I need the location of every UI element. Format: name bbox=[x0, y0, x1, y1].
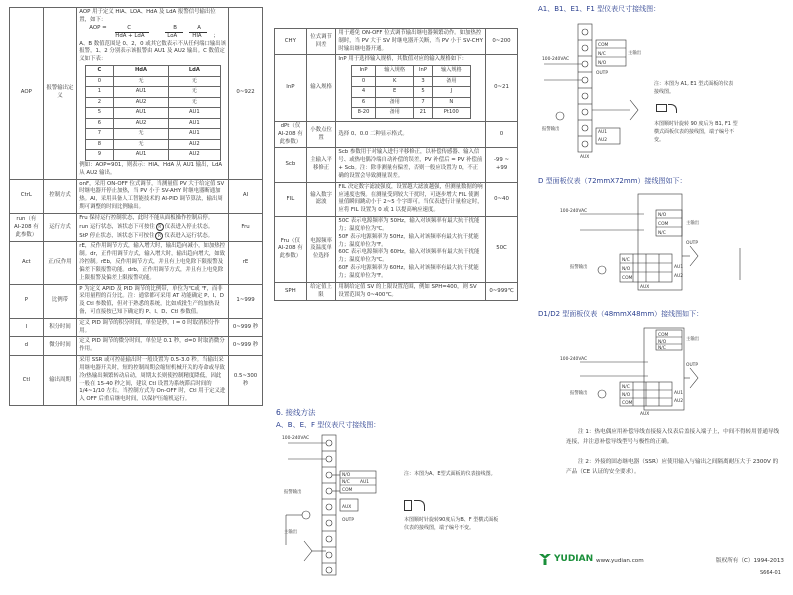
aef-note-1: 注：本图为A、E型式面板的仪表接线图。 bbox=[404, 471, 496, 477]
table-row bbox=[85, 139, 220, 150]
col-header: 输入规格 bbox=[376, 66, 414, 77]
param-range: -99 ~ +99 bbox=[486, 148, 518, 182]
param-range: 0 bbox=[486, 121, 518, 147]
fru-line: 50F 表示电源频率为 50Hz，输入对该频率有最大抗干扰能力；温度单位为℉。 bbox=[338, 233, 479, 248]
c-value-table bbox=[85, 65, 221, 161]
param-name: 运行方式 bbox=[43, 213, 77, 241]
col-header: C bbox=[85, 66, 113, 77]
cell: 6 bbox=[85, 118, 113, 129]
main-out-label: 主输出 bbox=[686, 221, 700, 226]
cell: AU1 bbox=[114, 150, 169, 161]
run-desc-fru: Fru 保持运行控制状态，此时不能从面板操作控制启停。 bbox=[79, 214, 214, 221]
outp-label: OUTP bbox=[342, 518, 354, 523]
aop-mid: A、B 数值范围是 0、2，0 或其它数表示不从任何端口输出该报警，1、2 分别表示该报警由 AU1 及 AU2 输出。C 数值定义如下表： bbox=[79, 40, 227, 63]
param-range: Fru bbox=[229, 213, 263, 241]
formula-l3: HIA bbox=[192, 32, 202, 39]
au1-label: AU1 bbox=[674, 391, 684, 396]
param-code: AOP bbox=[10, 8, 44, 180]
run-desc-run-tail: 仪表进入停止状态。 bbox=[164, 223, 214, 230]
aop-intro: AOP 用于定义 HIA、LOA、HdA 及 LdA 报警信号输出位置，如下： bbox=[79, 9, 216, 23]
formula-tail: ； bbox=[213, 32, 219, 39]
cell: 2 bbox=[85, 97, 113, 108]
panel-sketch-icon bbox=[404, 500, 412, 511]
table-row bbox=[10, 179, 263, 213]
cell: 无 bbox=[114, 139, 169, 150]
param-range: 0~21 bbox=[486, 55, 518, 121]
table-row bbox=[275, 55, 518, 121]
param-table-middle bbox=[274, 28, 518, 301]
param-code: FIL bbox=[275, 182, 307, 216]
param-desc: 定义 PID 调节的微分时间，单位是 0.1 秒，d=0 时取消微分作用。 bbox=[77, 337, 229, 356]
table-row bbox=[351, 108, 470, 119]
main-out-label: 主输出 bbox=[686, 337, 700, 342]
table-row bbox=[85, 129, 220, 140]
param-code: Scb bbox=[275, 148, 307, 182]
cell: 1 bbox=[85, 87, 113, 98]
cell: 备用 bbox=[432, 76, 470, 87]
param-desc: 用制给定值 SV 的上限设置范围，例如 SPH=400，则 SV 设置范围为 0~400℃。 bbox=[336, 282, 486, 301]
param-desc bbox=[336, 55, 486, 121]
no-label: N/O bbox=[658, 340, 667, 345]
inp-intro: InP 用于选择输入规格，其数值对应的输入规格如下： bbox=[338, 56, 467, 63]
param-desc: FIL 决定数字滤波强度，设置越大滤波越强，但测量数据的响应速度也慢。在测量受到较大干扰时，可逐步增大 FIL 使测量值瞬间跳动小于 2~5 个字即可。当仪表进行计量检定时，应将 FIL 设置为 0 或 1 以提高响应速度。 bbox=[336, 182, 486, 216]
no-label: N/O bbox=[622, 267, 631, 272]
param-range: 0~999℃ bbox=[486, 282, 518, 301]
cell: 0 bbox=[85, 76, 113, 87]
table-row bbox=[351, 87, 470, 98]
col-header: HdA bbox=[114, 66, 169, 77]
power-label: 100-240VAC bbox=[542, 57, 570, 62]
power-label: 100-240VAC bbox=[282, 436, 310, 441]
d-wiring-diagram bbox=[540, 188, 780, 300]
a1-wiring-diagram bbox=[540, 20, 650, 160]
cell: 8-20 bbox=[351, 108, 376, 119]
table-row bbox=[275, 121, 518, 147]
run-desc-stp-tail: 仪表进入运行状态。 bbox=[164, 232, 213, 239]
yudian-logo-icon bbox=[538, 552, 552, 566]
param-range: 50C bbox=[486, 217, 518, 283]
nc-label: N/C bbox=[622, 385, 630, 390]
a1-wiring-title: A1、B1、E1、F1 型仪表尺寸接线图： bbox=[538, 5, 661, 13]
param-name: 给定值上限 bbox=[306, 282, 336, 301]
param-range: 0~922 bbox=[229, 8, 263, 180]
param-code: InP bbox=[275, 55, 307, 121]
cell: 3 bbox=[414, 76, 433, 87]
table-row bbox=[10, 318, 263, 337]
wiring-section-title: 6. 接线方法 bbox=[276, 408, 316, 417]
no-label: N/O bbox=[342, 473, 351, 478]
cell: 9 bbox=[85, 150, 113, 161]
aop-formula bbox=[79, 25, 226, 41]
d1-wiring-title: D1/D2 型面板仪表（48mmX48mm）接线图如下： bbox=[538, 310, 704, 318]
brand-logo: YUDIAN bbox=[554, 554, 594, 564]
aux-label: AUX bbox=[640, 285, 650, 290]
power-label: 100-240VAC bbox=[560, 357, 588, 362]
c-table-header bbox=[85, 66, 220, 77]
param-code: Fru（仅 AI-208 有此参数） bbox=[275, 217, 307, 283]
run-desc-stp-text: StP 停止状态，该状态下可按住 bbox=[79, 232, 155, 239]
rotate-arrow-icon bbox=[414, 500, 425, 511]
nc-label: N/C bbox=[658, 346, 666, 351]
cell: AU1 bbox=[114, 108, 169, 119]
au2-label: AU2 bbox=[598, 138, 608, 143]
au2-label: AU2 bbox=[674, 274, 684, 279]
param-code: CtrL bbox=[10, 179, 44, 213]
table-row bbox=[275, 217, 518, 283]
nc-label: N/C bbox=[658, 231, 666, 236]
run-key-icon: R bbox=[156, 223, 164, 231]
doc-code: S664-01 bbox=[760, 570, 781, 576]
fru-line: 60F 表示电源频率为 60Hz，输入对该频率有最大抗干扰能力；温度单位为℉。 bbox=[338, 265, 479, 279]
param-name: 位式调节回差 bbox=[306, 29, 336, 55]
au1-label: AU1 bbox=[674, 265, 684, 270]
param-desc: rE，反作用调节方式，输入增大时，输出趋向减小，如加热控制。dr，正作用调节方式，输入增大时，输出趋向增大，如致冷控制。rEb，反作用调节方式，并且有上电免除下限报警及偏差下限报警功能。drb，正作用调节方式，并且有上电免除上限报警及偏差上限报警功能。 bbox=[77, 242, 229, 284]
param-name: 积分时间 bbox=[43, 318, 77, 337]
cell: 5 bbox=[414, 87, 433, 98]
param-range: rE bbox=[229, 242, 263, 284]
cell: AU1 bbox=[169, 108, 221, 119]
aop-example: 例如：AOP=901，则表示：HIA、HdA 从 AU1 输出，LdA 从 AU2 输出。 bbox=[79, 161, 223, 176]
table-row bbox=[85, 118, 220, 129]
col-header: 输入规格 bbox=[432, 66, 470, 77]
col-header: LdA bbox=[169, 66, 221, 77]
table-row bbox=[10, 337, 263, 356]
table-row bbox=[85, 150, 220, 161]
d1-wiring-diagram bbox=[540, 322, 780, 418]
param-name: 输入规格 bbox=[306, 55, 336, 121]
formula-c: C bbox=[127, 24, 132, 31]
cell: 21 bbox=[414, 108, 433, 119]
cell: 无 bbox=[169, 97, 221, 108]
table-row bbox=[85, 76, 220, 87]
formula-a: A bbox=[197, 24, 201, 31]
param-code: run（有 AI-208 有此参数） bbox=[10, 213, 44, 241]
param-name: 输入数字滤波 bbox=[306, 182, 336, 216]
aef-wiring-diagram bbox=[278, 433, 398, 583]
power-label: 100-240VAC bbox=[560, 209, 588, 214]
alarm-out-label: 报警输出 bbox=[570, 265, 588, 270]
param-range: 0~40 bbox=[486, 182, 518, 216]
param-desc bbox=[77, 8, 229, 180]
param-desc bbox=[77, 213, 229, 241]
param-desc bbox=[336, 217, 486, 283]
formula-b: B bbox=[173, 24, 177, 31]
alarm-out-label: 报警输出 bbox=[570, 391, 588, 396]
table-row bbox=[275, 182, 518, 216]
nc-label: N/C bbox=[598, 52, 606, 57]
outp-label: OUTP bbox=[686, 363, 698, 368]
com-label: COM bbox=[622, 401, 633, 406]
a1-note-2: 本图顺时针旋转 90 度后为 B1, F1 型横式面板仪表的接线图，端子编号不变。 bbox=[654, 121, 738, 143]
cell: AU1 bbox=[169, 129, 221, 140]
table-row bbox=[351, 76, 470, 87]
table-row bbox=[351, 97, 470, 108]
a1-note-1: 注：本图为 A1, E1 型式面板的仪表接线图。 bbox=[654, 81, 734, 95]
cell: AU2 bbox=[169, 139, 221, 150]
cell: K bbox=[376, 76, 414, 87]
input-spec-table bbox=[351, 65, 471, 119]
param-desc: 定义 PID 调节的积分时间，单位是秒，I = 0 时取消积分作用。 bbox=[77, 318, 229, 337]
param-desc: 用于避免 ON-OFF 位式调节输出继电器频繁动作。如加热控制时，当 PV 大于 SV 时继电器开关断，当 PV 小于 SV-CHY 时输出继电器开通。 bbox=[336, 29, 486, 55]
table-row bbox=[10, 213, 263, 241]
param-desc: Scb 参数用于对输入进行平移修正，以补偿传感器、输入信号、或热电偶冷端自动补偿的误差，PV 补偿后 = PV 补偿前 + Scb。注：除非测量有偏差，否则一般应设置为 0，不正确的设置会导致测量误差。 bbox=[336, 148, 486, 182]
param-code: P bbox=[10, 284, 44, 318]
input-table-header bbox=[351, 66, 470, 77]
formula-lhs: AOP = bbox=[89, 24, 107, 31]
param-code: dPt（仅 AI-208 有此参数） bbox=[275, 121, 307, 147]
table-row bbox=[85, 97, 220, 108]
cell: 备用 bbox=[376, 97, 414, 108]
table-row bbox=[275, 282, 518, 301]
table-row bbox=[275, 148, 518, 182]
formula-l2: LoA bbox=[167, 32, 178, 39]
param-name: 电源频率及温度单位选择 bbox=[306, 217, 336, 283]
param-code: Ctl bbox=[10, 356, 44, 406]
nc-label: N/C bbox=[342, 480, 350, 485]
param-code: CHY bbox=[275, 29, 307, 55]
rotate-arrow-icon bbox=[668, 104, 677, 113]
com-label: COM bbox=[598, 43, 609, 48]
aux-label: AUX bbox=[580, 155, 590, 160]
cell: 8 bbox=[85, 139, 113, 150]
cell: 无 bbox=[169, 87, 221, 98]
run-desc-run-text: run 运行状态，该状态下可按住 bbox=[79, 223, 155, 230]
au1-label: AU1 bbox=[360, 480, 370, 485]
param-desc: onF，采用 ON-OFF 位式调节，当测量值 PV 大于给定值 SV 时继电器开停止加热，当 PV 小于 SV-AHY 时继电器断通加热。AI，采用具备人工智能技术的 AI-PID 调节算法，输出周期可调整的时间比例输出。 bbox=[77, 179, 229, 213]
param-name: 主输入平移修正 bbox=[306, 148, 336, 182]
param-name: 控制方式 bbox=[43, 179, 77, 213]
param-name: 报警输出定义 bbox=[43, 8, 77, 180]
cell: J bbox=[432, 87, 470, 98]
website-link[interactable]: www.yudian.com bbox=[596, 558, 644, 564]
outp-label: OUTP bbox=[596, 71, 608, 76]
alarm-out-label: 报警输出 bbox=[542, 127, 560, 132]
outp-label: OUTP bbox=[686, 241, 698, 246]
table-row bbox=[85, 87, 220, 98]
param-code: Act bbox=[10, 242, 44, 284]
main-out-label: 主输出 bbox=[284, 530, 298, 535]
cell: 7 bbox=[414, 97, 433, 108]
param-name: 输出周期 bbox=[43, 356, 77, 406]
param-range: 0~200 bbox=[486, 29, 518, 55]
run-desc-stp bbox=[79, 232, 226, 241]
no-label: N/O bbox=[658, 213, 667, 218]
com-label: COM bbox=[658, 222, 669, 227]
table-row bbox=[85, 108, 220, 119]
cell: N bbox=[432, 97, 470, 108]
cell: Pt100 bbox=[432, 108, 470, 119]
footnote-2: 注 2：外接的固态继电器（SSR）应使用输入与输出之间隔离耐压大于 2300V 的产品（CE 认证的安全要求）。 bbox=[566, 459, 779, 475]
cell: 无 bbox=[114, 76, 169, 87]
aux-label: AUX bbox=[342, 505, 352, 510]
param-name: 比例带 bbox=[43, 284, 77, 318]
param-name: 微分时间 bbox=[43, 337, 77, 356]
param-name: 正/反作用 bbox=[43, 242, 77, 284]
param-table-left bbox=[9, 7, 263, 406]
alarm-out-label: 报警输出 bbox=[284, 490, 302, 495]
param-desc: 选择 0、0.0 二种显示格式。 bbox=[336, 121, 486, 147]
cell: 0 bbox=[351, 76, 376, 87]
param-range: 0.5~300 秒 bbox=[229, 356, 263, 406]
cell: 5 bbox=[85, 108, 113, 119]
nc-label: N/C bbox=[622, 258, 630, 263]
panel-sketch-icon bbox=[656, 104, 667, 112]
cell: 备用 bbox=[376, 108, 414, 119]
col-header: InP bbox=[414, 66, 433, 77]
cell: 无 bbox=[169, 76, 221, 87]
aux-label: AUX bbox=[640, 412, 650, 417]
com-label: COM bbox=[658, 333, 669, 338]
cell: AU2 bbox=[169, 150, 221, 161]
formula-l1: HdA + LdA bbox=[115, 32, 145, 39]
table-row bbox=[10, 242, 263, 284]
param-range: 0~999 秒 bbox=[229, 318, 263, 337]
au2-label: AU2 bbox=[674, 399, 684, 404]
run-key-icon: R bbox=[155, 232, 163, 240]
fru-line: 50C 表示电源频率为 50Hz，输入对该频率有最大抗干扰能力；温度单位为℃。 bbox=[338, 218, 480, 232]
no-label: N/O bbox=[598, 61, 607, 66]
table-row bbox=[10, 356, 263, 406]
param-code: SPH bbox=[275, 282, 307, 301]
table-row bbox=[10, 284, 263, 318]
param-desc: P 为定义 APID 及 PID 调节的比例带，单位为℃或 ℉，而非采用量程的百分比。注：通常都可采用 AT 功能确定 P、I、D 及 Ctl 参数值，但对于熟悉的系统，比如成批生产的加热设备，可直接按已知下确定的 P、I、D、Ctl 参数值。 bbox=[77, 284, 229, 318]
d-wiring-title: D 型面板仪表（72mmX72mm）接线图如下： bbox=[538, 177, 687, 185]
aef-note-2: 本图顺时针旋转90度后为B、F 型横式面板仪表的接线图，端子编号不变。 bbox=[404, 517, 499, 531]
param-name: 小数点位置 bbox=[306, 121, 336, 147]
main-out-label: 主输出 bbox=[628, 51, 642, 56]
cell: 4 bbox=[351, 87, 376, 98]
cell: E bbox=[376, 87, 414, 98]
cell: AU2 bbox=[114, 118, 169, 129]
param-range: 0~999 秒 bbox=[229, 337, 263, 356]
param-code: I bbox=[10, 318, 44, 337]
param-range: 1~999 bbox=[229, 284, 263, 318]
param-code: d bbox=[10, 337, 44, 356]
au1-label: AU1 bbox=[598, 130, 608, 135]
cell: AU1 bbox=[169, 118, 221, 129]
footnote-1: 注 1：热电偶应用补偿导线直接接入仪表后盖接入端子上，中间不得转用普通导线连接，并注意补偿导线型号与极性的正确。 bbox=[566, 429, 780, 445]
fru-line: 60C 表示电源频率为 60Hz，输入对该频率有最大抗干扰能力；温度单位为℃。 bbox=[338, 249, 480, 264]
run-desc-run bbox=[79, 223, 226, 232]
table-row bbox=[10, 8, 263, 180]
copyright: 版权所有（C）1994-2013 bbox=[716, 558, 784, 564]
cell: 6 bbox=[351, 97, 376, 108]
no-label: N/O bbox=[622, 393, 631, 398]
table-row bbox=[275, 29, 518, 55]
com-label: COM bbox=[622, 276, 633, 281]
col-header: InP bbox=[351, 66, 376, 77]
cell: AU2 bbox=[114, 97, 169, 108]
cell: AU1 bbox=[114, 87, 169, 98]
param-range: AI bbox=[229, 179, 263, 213]
com-label: COM bbox=[342, 488, 353, 493]
cell: 无 bbox=[114, 129, 169, 140]
param-desc: 采用 SSR 或可控硅输出时一般设置为 0.5-3.0 秒。当输出采用继电器开关时，短的控制周期会缩短机械开关的寿命或导致冷/热输出频繁转动启动，周期太长则使控制精度降低，因此一般在 15-40 秒之间，建议 Ctl 设置为系统滞后时间的 1/4~1/10 左右。当控制方式为 On-OFF 时，Ctl 用于定义进入 OFF 后重启继电时间，以保护压缩机运行。 bbox=[77, 356, 229, 406]
aef-wiring-title: A、B、E、F 型仪表尺寸接线图： bbox=[276, 421, 381, 429]
cell: 7 bbox=[85, 129, 113, 140]
